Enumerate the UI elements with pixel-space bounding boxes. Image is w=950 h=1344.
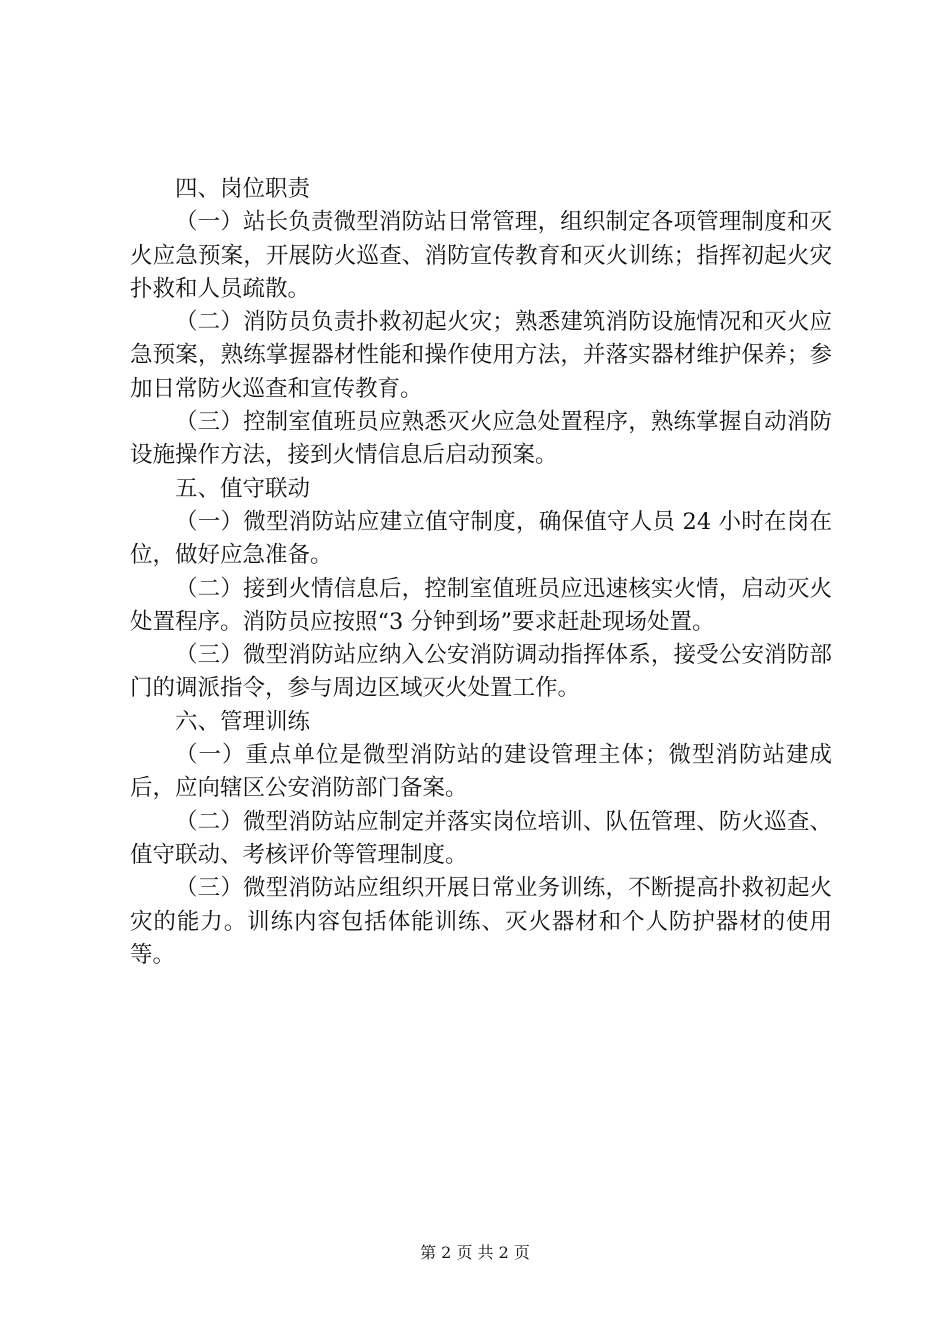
paragraph: （三）微型消防站应组织开展日常业务训练，不断提高扑救初起火灾的能力。训练内容包括体能训练、灭火器材和个人防护器材的使用等。 xyxy=(130,875,832,968)
section-heading: 五、值守联动 xyxy=(175,475,311,502)
paragraph: （三）控制室值班员应熟悉灭火应急处置程序，熟练掌握自动消防设施操作方法，接到火情信息后启动预案。 xyxy=(130,409,832,469)
section-heading: 六、管理训练 xyxy=(175,708,311,735)
paragraph: （二）接到火情信息后，控制室值班员应迅速核实火情，启动灭火处置程序。消防员应按照“3 分钟到场”要求赶赴现场处置。 xyxy=(130,575,832,635)
page-footer xyxy=(0,1243,950,1263)
paragraph: （二）消防员负责扑救初起火灾；熟悉建筑消防设施情况和灭火应急预案，熟练掌握器材性能和操作使用方法，并落实器材维护保养；参加日常防火巡查和宣传教育。 xyxy=(130,309,832,402)
paragraph: （三）微型消防站应纳入公安消防调动指挥体系，接受公安消防部门的调派指令，参与周边区域灭火处置工作。 xyxy=(130,642,832,702)
paragraph: （一）站长负责微型消防站日常管理，组织制定各项管理制度和灭火应急预案，开展防火巡查、消防宣传教育和灭火训练；指挥初起火灾扑救和人员疏散。 xyxy=(130,209,832,302)
document-body xyxy=(130,173,832,972)
paragraph: （一）重点单位是微型消防站的建设管理主体；微型消防站建成后，应向辖区公安消防部门备案。 xyxy=(130,742,832,802)
page-number: 第 2 页 共 2 页 xyxy=(420,1243,530,1262)
paragraph: （一）微型消防站应建立值守制度，确保值守人员 24 小时在岗在位，做好应急准备。 xyxy=(130,508,832,569)
paragraph: （二）微型消防站应制定并落实岗位培训、队伍管理、防火巡查、值守联动、考核评价等管理制度。 xyxy=(130,808,832,868)
section-heading: 四、岗位职责 xyxy=(175,176,311,202)
